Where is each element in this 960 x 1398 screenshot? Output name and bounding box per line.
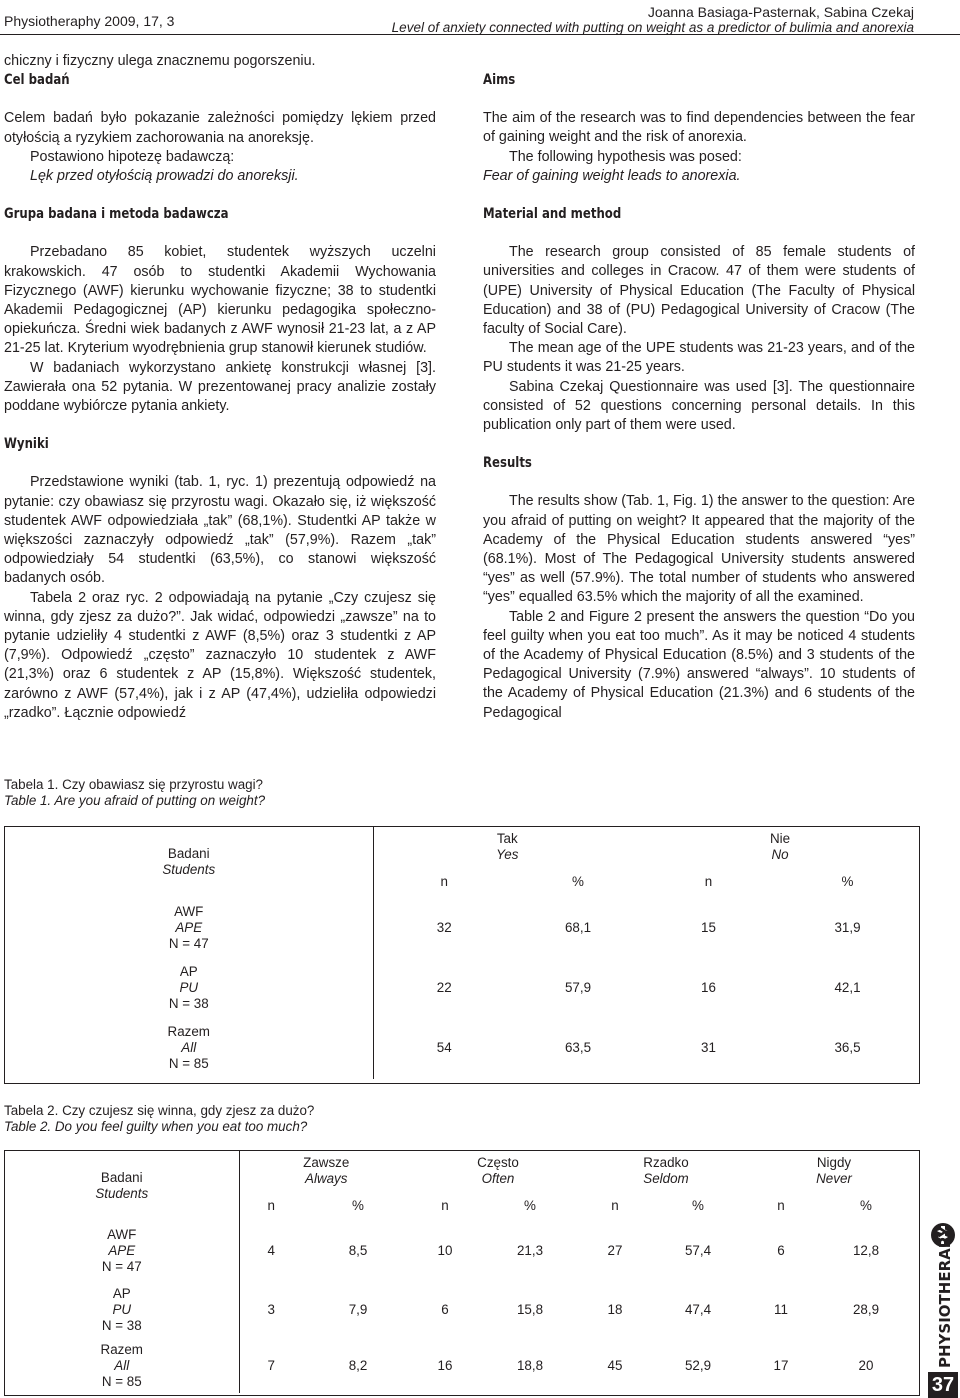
svg-text:PHYSIOTHERAPY: PHYSIOTHERAPY	[936, 1226, 954, 1368]
table1-caption-en: Table 1. Are you afraid of putting on weight?	[4, 793, 266, 808]
table2-header-often: Często Often	[477, 1155, 519, 1186]
table-row: AWF APE N = 47 4 8,5 10 21,3 27 57,4 6 12,8	[5, 1221, 919, 1281]
physiotherapy-logo	[928, 1222, 958, 1372]
method-paragraph-2-en: The mean age of the UPE students was 21-23 years, and of the PU students it was 21-25 years.	[483, 340, 915, 376]
row-label: AWF APE N = 47	[5, 1221, 239, 1281]
header-rule	[0, 34, 960, 35]
table2-subheader: n % n % n % n %	[267, 1198, 872, 1213]
row-label: Razem All N = 85	[5, 1339, 239, 1393]
results-paragraph-2-en: Table 2 and Figure 2 present the answers the question “Do you feel guilty when you eat too much”. As it may be noticed 4 students of the Academy of Physical Education (8.5%) and 3 students of the Pedagogical University (7.9%) answered “always”. 10 students of the Academy of Physical Education (21.3%) and 6 students of the Pedagogical	[483, 608, 915, 721]
table1-header-no: Nie No	[769, 831, 791, 862]
table2-header-always: Zawsze Always	[303, 1155, 350, 1186]
table2	[5, 1151, 919, 1393]
table-row: AP PU N = 38 22 57,9 16 42,1	[5, 959, 919, 1017]
header-title: Level of anxiety connected with putting on weight as a predictor of bulimia and anorexia	[391, 20, 914, 35]
table2-caption-en: Table 2. Do you feel guilty when you eat too much?	[4, 1119, 308, 1134]
page-number: 37	[928, 1372, 958, 1398]
table2-header-never: Nigdy Never	[816, 1155, 852, 1186]
aim-text-pl: Celem badań było pokazanie zależności pomiędzy lękiem przed otyłością a ryzykiem zachorowania na anoreksję.	[4, 110, 436, 146]
row-label: AP PU N = 38	[5, 1281, 239, 1339]
results-paragraph-1-en: The results show (Tab. 1, Fig. 1) the answer to the question: Are you afraid of putting on weight? It appeared that the majority of the Academy of the Physical Education students answered “yes” (68.1%). Most of The Pedagogical University students answered “yes” as well (57.9%). The total number of students who answered “yes” equalled 63.5% which the majority of all the examined.	[483, 493, 915, 606]
table2-caption	[4, 1103, 314, 1135]
table2-header-students: Badani Students	[5, 1151, 239, 1221]
results-paragraph-2-pl: Tabela 2 oraz ryc. 2 odpowiadają na pytanie „Czy czujesz się winna, gdy zjesz za dużo?”. Jak widać, odpowiedzi „zawsze” na to pytanie udzieliły 4 studentki z AWF (8,5%) oraz 3 studentki z AP (7,9%). Odpowiedź „często” zaznaczyło 10 studentek z AWF (21,3%) oraz 6 studentek z AP (15,8%). Większość studentek, zarówno z AWF (57,4%), jak i z AP (47,4%), udzieliła odpowiedzi „rzadko”. Łącznie odpowiedź	[4, 589, 436, 721]
row-label: AP PU N = 38	[5, 959, 373, 1017]
results-paragraph-1-pl: Przedstawione wyniki (tab. 1, ryc. 1) prezentują odpowiedź na pytanie: czy obawiasz się przyrostu wagi. Okazało się, iż większość studentek AWF odpowiedziała „tak” (68,1%). Studentki AP także w większości zaznaczyły odpowiedź „tak” (57,9%). Razem „tak” odpowiedziały 54 studentki (63,5%), co stanowi większość badanych osób.	[4, 474, 436, 587]
method-paragraph-1-pl: Przebadano 85 kobiet, studentek wyższych uczelni krakowskich. 47 osób to studentki Akademii Wychowania Fizycznego (AWF) kierunku wychowanie fizyczne; 38 to studentki Akademii Pedagogicznej (AP) kierunku pedagogika społeczno-opiekuńcza. Średni wiek badanych z AWF wynosił 21-23 lat, a z AP 21-25 lat. Kryterium wyodrębnienia grup stanowił kierunek studiów.	[4, 244, 436, 357]
method-paragraph-1-en: The research group consisted of 85 female students of universities and colleges in Cracow. 47 of them were students of (UPE) University of Physical Education (The Faculty of Physical Education) and 38 of (PU) Pedagogical University of Cracow (The faculty of Social Care).	[483, 244, 915, 338]
table1-caption-pl: Tabela 1. Czy obawiasz się przyrostu wagi?	[4, 777, 264, 792]
table1-subheader: n % n %	[440, 874, 854, 889]
method-paragraph-2-pl: W badaniach wykorzystano ankietę konstrukcji własnej [3]. Zawierała ona 52 pytania. W prezentowanej pracy analizie zostały poddane wybiórcze pytania ankiety.	[4, 359, 436, 415]
table2-caption-pl: Tabela 2. Czy czujesz się winna, gdy zjesz za dużo?	[4, 1103, 315, 1118]
intro-text: chiczny i fizyczny ulega znacznemu pogorszeniu.	[4, 53, 316, 69]
method-heading-pl: Grupa badana i metoda badawcza	[4, 206, 229, 223]
row-label: AWF APE N = 47	[5, 897, 373, 959]
aim-heading-pl: Cel badań	[4, 72, 70, 89]
table-row: AP PU N = 38 3 7,9 6 15,8 18 47,4 11 28,9	[5, 1281, 919, 1339]
header-authors: Joanna Basiaga-Pasternak, Sabina Czekaj	[647, 4, 914, 20]
results-heading-pl: Wyniki	[4, 436, 49, 453]
table-row: Razem All N = 85 7 8,2 16 18,8 45 52,9 17 20	[5, 1339, 919, 1393]
english-column	[483, 52, 915, 723]
journal-reference: Physiotheraphy 2009, 17, 3	[4, 13, 175, 29]
polish-column	[4, 52, 436, 723]
table1-header-yes: Tak Yes	[496, 831, 519, 862]
table-row: Razem All N = 85 54 63,5 31 36,5	[5, 1017, 919, 1079]
running-header	[392, 4, 914, 36]
aim-heading-en: Aims	[483, 72, 516, 88]
method-paragraph-3-en: Sabina Czekaj Questionnaire was used [3]. The questionnaire consisted of 52 questions concerning personal details. In this publication only part of them were used.	[483, 378, 915, 434]
method-heading-en: Material and method	[483, 206, 622, 223]
row-label: Razem All N = 85	[5, 1017, 373, 1079]
table2-header-seldom: Rzadko Seldom	[643, 1155, 689, 1186]
table1	[5, 827, 919, 1079]
results-heading-en: Results	[483, 455, 532, 472]
aim-text-en: The aim of the research was to find dependencies between the fear of gaining weight and the risk of anorexia.	[483, 110, 915, 146]
hypothesis-text-en: Fear of gaining weight leads to anorexia.	[483, 167, 741, 184]
table-row: AWF APE N = 47 32 68,1 15 31,9	[5, 897, 919, 959]
hypothesis-intro-en: The following hypothesis was posed:	[509, 148, 742, 165]
table1-caption	[4, 777, 265, 809]
table1-header-students: Badani Students	[5, 827, 373, 897]
hypothesis-text-pl: Lęk przed otyłością prowadzi do anoreksji.	[30, 168, 299, 185]
hypothesis-intro-pl: Postawiono hipotezę badawczą:	[30, 148, 235, 165]
